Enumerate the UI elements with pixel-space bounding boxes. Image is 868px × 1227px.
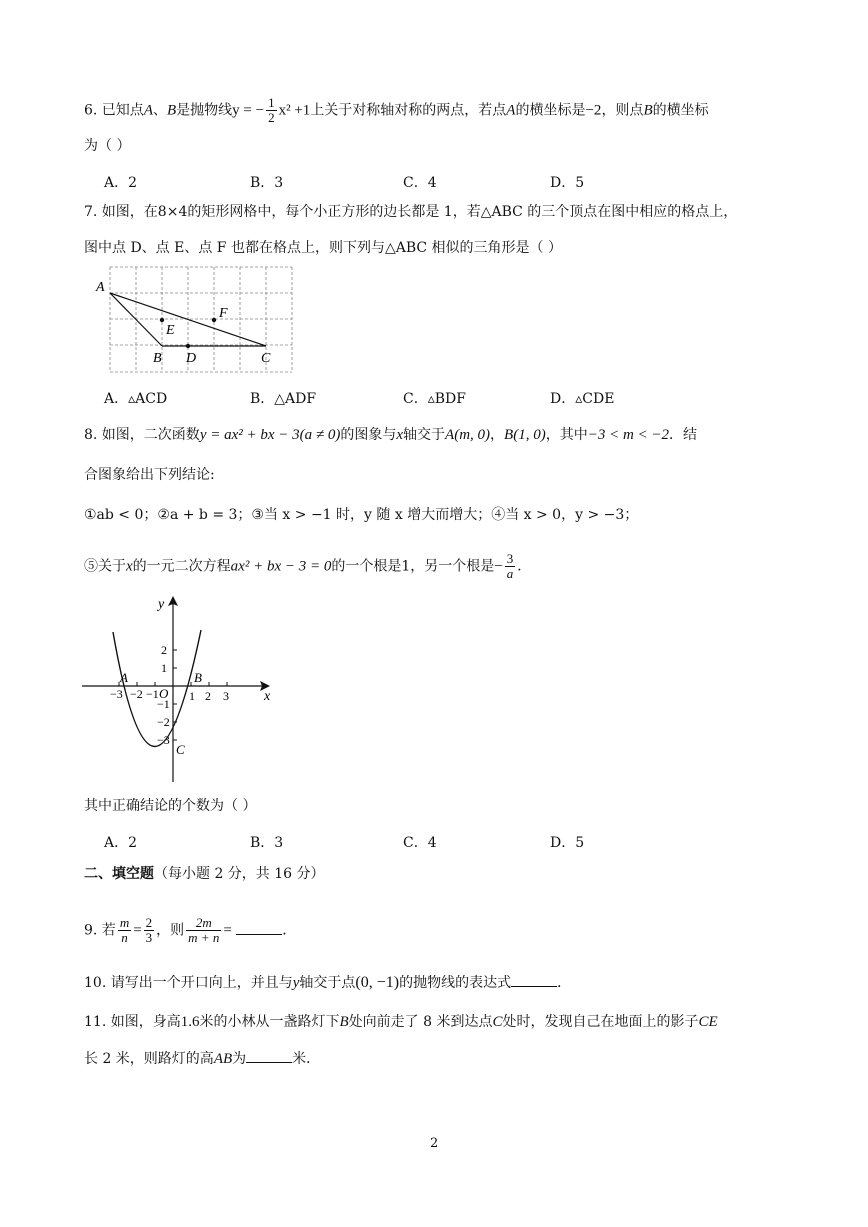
q6-option-c: C．4 [403,175,437,191]
graph-label-b: B [194,670,202,685]
q8-line1: 8. 如图，二次函数y = ax² + bx − 3(a ≠ 0)的图象与x轴交于A(m, 0)，B(1, 0)，其中−3 < m < −2．结 [84,427,698,443]
q7-grid-figure [92,266,304,376]
q8-option-d: D．5 [550,835,585,851]
q7-line1: 7. 如图，在8×4的矩形网格中，每个小正方形的边长都是 1，若△ABC 的三个顶点在图中相应的格点上， [84,204,738,220]
label-f: F [219,306,228,321]
graph-label-c: C [176,742,185,757]
y-tick-neg1: −1 [157,697,170,711]
x-tick-1: 1 [189,689,195,703]
label-a: A [96,280,105,295]
q9-fraction-m-n: $\frac{m}{n}$ [119,915,130,945]
label-c: C [261,351,271,366]
q8-line3: ①ab < 0；②a + b = 3；③当 x > −1 时，y 随 x 增大而增大；④当 x > 0，y > −3； [84,507,639,523]
q11-line2: 长 2 米，则路灯的高AB为 米． [84,1048,320,1069]
x-tick-2: 2 [205,689,211,703]
point-d-dot [186,344,190,348]
x-tick-3: 3 [223,689,229,703]
x-axis-label: x [264,689,271,704]
q7-option-d: D．▵CDE [550,391,615,407]
section-2-title: 二、填空题 [84,866,154,882]
q8-parabola-graph [80,592,280,784]
q7-option-a: A．▵ACD [104,391,168,407]
y-tick-neg3: −3 [157,733,170,747]
q8-question: 其中正确结论的个数为（ ） [84,798,257,814]
section-2-note: （每小题 2 分，共 16 分） [154,866,325,882]
q8-option-b: B．3 [250,835,284,851]
q6-line2: 为（ ） [84,138,131,154]
y-tick-1: 1 [161,661,167,675]
q6-line1: 6. 已知点A、B是抛物线y = − $\frac{1}{2}$ x² +1上关于对称轴对称的两点，若点A的横坐标是−2，则点B的横坐标 [84,95,709,125]
q7-option-b: B．△ADF [250,391,317,407]
q6-option-b: B．3 [250,175,284,191]
page-number: 2 [430,1136,439,1151]
q8-option-a: A．2 [104,835,138,851]
graph-label-o: O [159,686,169,701]
q7-option-c: C．▵BDF [403,391,466,407]
q7-line2: 图中点 D、点 E、点 F 也都在格点上，则下列与△ABC 相似的三角形是（ ） [84,240,562,256]
x-tick-neg1: −1 [146,687,159,701]
q9-fraction-2-3: $\frac{2}{3}$ [145,915,153,945]
label-d: D [186,351,197,366]
q9-answer-blank [236,920,282,935]
section-2-heading [84,864,325,884]
q6-option-a: A．2 [104,175,138,191]
point-e-dot [160,318,164,322]
q8-line2: 合图象给出下列结论: [84,467,215,483]
q11-line1: 11. 如图，身高1.6米的小林从一盏路灯下B处向前走了 8 米到达点C处时，发现自己在地面上的影子CE [84,1014,718,1030]
q6-fraction: $\frac{1}{2}$ [268,95,275,125]
q8-option-c: C．4 [403,835,437,851]
x-tick-neg3: −3 [110,687,123,701]
y-tick-2: 2 [161,643,167,657]
q10-answer-blank [511,972,557,987]
y-tick-neg2: −2 [157,715,170,729]
graph-label-a: A [120,670,128,685]
x-tick-neg2: −2 [130,687,143,701]
label-e: E [166,323,175,338]
q10-line: 10. 请写出一个开口向上，并且与y轴交于点(0, −1)的抛物线的表达式 ． [84,974,572,991]
q6-option-d: D．5 [550,175,585,191]
q9-fraction-2m: $\frac{2m}{m + n}$ [188,915,220,945]
q8-fraction: $\frac{3}{a}$ [506,551,514,581]
label-b: B [153,351,162,366]
y-axis-label: y [158,597,165,612]
point-f-dot [212,318,216,322]
q11-answer-blank [246,1048,292,1063]
q8-line4: ⑤关于x的一元二次方程ax² + bx − 3 = 0的一个根是1，另一个根是− $\frac{3}{a}$ ． [84,551,532,581]
q9-line: 9. 若 $\frac{m}{n}$ = $\frac{2}{3}$ ，则 $\frac{2m}{m + n}$ = ． [84,915,297,945]
